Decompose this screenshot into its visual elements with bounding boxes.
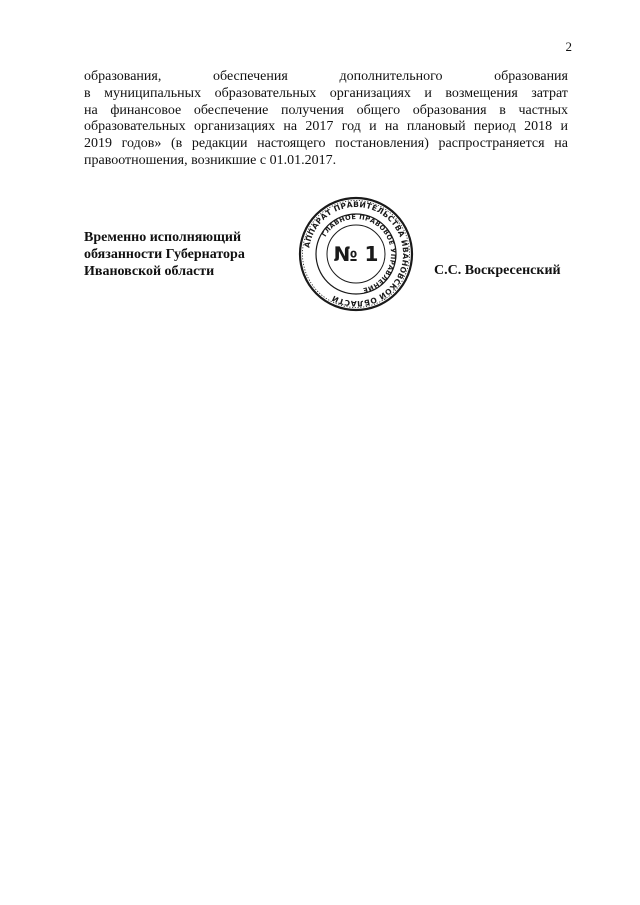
body-word: и (369, 119, 377, 135)
body-line (84, 69, 568, 86)
body-word: финансовое (110, 102, 182, 118)
seal-outer-text: АППАРАТ ПРАВИТЕЛЬСТВА ИВАНОВСКОЙ ОБЛАСТИ (302, 199, 411, 309)
body-word: и (560, 119, 568, 135)
seal-number: № 1 (333, 242, 379, 266)
body-word: редакции (191, 136, 248, 152)
body-line (84, 119, 568, 136)
body-word: образования (494, 69, 568, 84)
seal-graphic (298, 196, 414, 312)
body-word: год (341, 119, 361, 135)
body-word: общего (356, 102, 401, 118)
body-word: постановления) (335, 136, 429, 152)
body-word: образовательных (84, 119, 186, 135)
body-line (84, 103, 568, 120)
body-word: в (499, 102, 506, 118)
body-word: распространяется (438, 136, 545, 152)
body-word: образовательных (214, 85, 317, 101)
body-word: образования (412, 102, 487, 118)
body-word: затрат (531, 85, 568, 101)
body-word: и (424, 85, 432, 101)
body-word: в (84, 85, 91, 101)
body-line (84, 136, 568, 153)
signatory-position (84, 229, 245, 280)
body-word: 2017 (305, 119, 334, 135)
body-word: настоящего (257, 136, 326, 152)
body-word: организациях (329, 85, 411, 101)
signatory-position-line-3: Ивановской области (84, 264, 215, 279)
body-word: 2019 (84, 136, 112, 152)
body-word: частных (518, 102, 568, 118)
seal-inner-text: ГЛАВНОЕ ПРАВОВОЕ УПРАВЛЕНИЕ (320, 212, 398, 295)
body-word: получения (281, 102, 344, 118)
body-word: на (283, 119, 298, 135)
body-word: (в (170, 136, 183, 152)
body-word: дополнительного (339, 69, 443, 84)
body-word: период (473, 119, 516, 135)
body-word: обеспечение (193, 102, 269, 118)
body-word: на (384, 119, 399, 135)
signatory-position-line-1: Временно исполняющий (84, 230, 242, 245)
signatory-position-line-2: обязанности Губернатора (84, 247, 245, 262)
body-word: годов» (121, 136, 162, 152)
body-word: плановый (406, 119, 466, 135)
signatory-name: С.С. Воскресенский (434, 263, 561, 278)
body-word: образования, (84, 69, 162, 84)
body-word: муниципальных (104, 85, 202, 101)
body-line: правоотношения, возникшие с 01.01.2017. (84, 152, 337, 168)
body-line (84, 86, 568, 103)
official-seal (298, 196, 414, 312)
body-word: организациях (193, 119, 276, 135)
page-number: 2 (565, 39, 572, 54)
body-word: 2018 (524, 119, 553, 135)
body-word: на (554, 136, 568, 152)
body-word: на (84, 102, 98, 118)
body-word: обеспечения (213, 69, 288, 84)
body-paragraph (84, 69, 568, 170)
body-word: возмещения (445, 85, 518, 101)
